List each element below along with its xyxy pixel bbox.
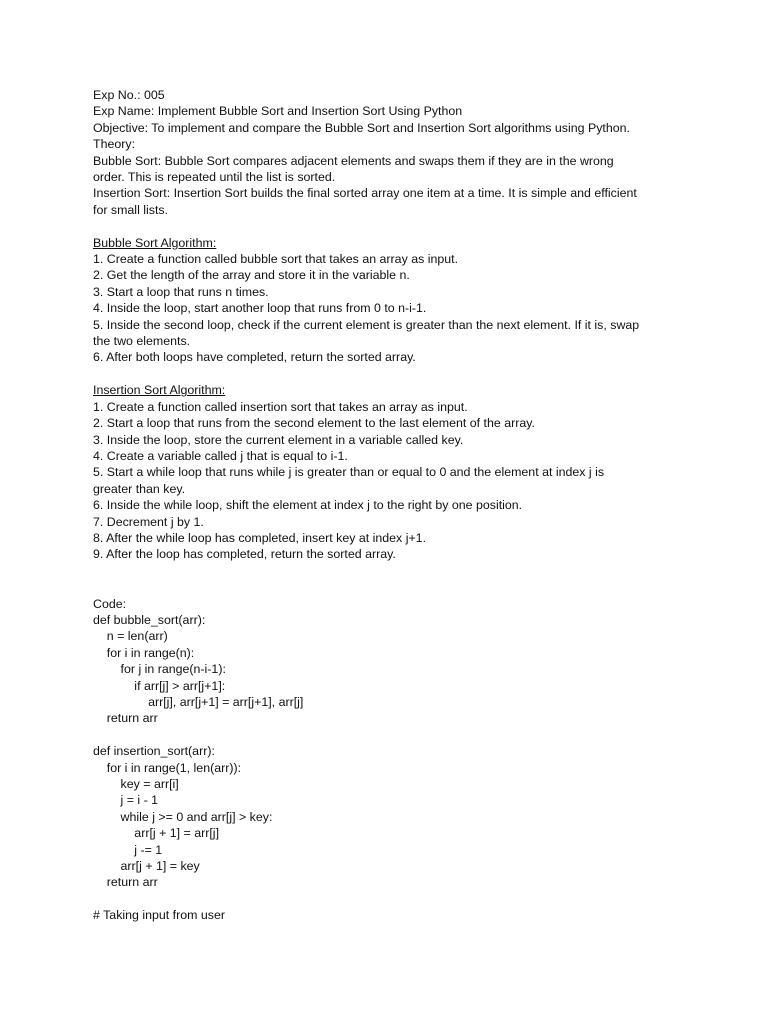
code-line: j -= 1: [93, 842, 163, 857]
insertion-step: greater than key.: [93, 481, 186, 496]
code-line: def bubble_sort(arr):: [93, 612, 206, 627]
code-line: for j in range(n-i-1):: [93, 662, 226, 677]
insertion-step: 3. Inside the loop, store the current element in a variable called key.: [93, 432, 464, 447]
code-line: j = i - 1: [93, 793, 159, 808]
insertion-theory-line-1: Insertion Sort: Insertion Sort builds the final sorted array one item at a time. It is simple and efficient: [93, 186, 637, 201]
code-line: key = arr[i]: [93, 777, 179, 791]
code-line: for i in range(1, len(arr)):: [93, 760, 242, 775]
code-line: n = len(arr): [93, 629, 168, 644]
bubble-theory-line-2: order. This is repeated until the list is sorted.: [93, 170, 336, 185]
insertion-step: 7. Decrement j by 1.: [93, 514, 204, 529]
insertion-step: 4. Create a variable called j that is equal to i-1.: [93, 448, 348, 463]
spacer: [93, 727, 733, 743]
code-line: for i in range(n):: [93, 645, 195, 660]
spacer: [93, 366, 733, 382]
bubble-theory-line-1: Bubble Sort: Bubble Sort compares adjacent elements and swaps them if they are in the wrong: [93, 153, 614, 168]
code-line: if arr[j] > arr[j+1]:: [93, 678, 226, 693]
spacer: [93, 563, 733, 596]
bubble-step: 6. After both loops have completed, return the sorted array.: [93, 350, 416, 365]
spacer: [93, 891, 733, 907]
code-line: arr[j + 1] = arr[j]: [93, 826, 220, 841]
code-line: while j >= 0 and arr[j] > key:: [93, 809, 273, 824]
insertion-theory-line-2: for small lists.: [93, 202, 169, 217]
code-line: arr[j], arr[j+1] = arr[j+1], arr[j]: [93, 694, 304, 709]
code-comment: # Taking input from user: [93, 908, 226, 923]
spacer: [93, 218, 733, 234]
code-label: Code:: [93, 596, 127, 611]
code-line: arr[j + 1] = key: [93, 859, 200, 874]
insertion-step: 5. Start a while loop that runs while j is greater than or equal to 0 and the element at index j is: [93, 465, 605, 480]
bubble-step: 4. Inside the loop, start another loop that runs from 0 to n-i-1.: [93, 301, 427, 316]
bubble-step: the two elements.: [93, 334, 191, 349]
exp-number: Exp No.: 005: [93, 88, 165, 102]
insertion-step: 2. Start a loop that runs from the second element to the last element of the array.: [93, 416, 535, 431]
insertion-step: 9. After the loop has completed, return the sorted array.: [93, 547, 396, 562]
bubble-step: 1. Create a function called bubble sort that takes an array as input.: [93, 252, 459, 267]
objective: Objective: To implement and compare the Bubble Sort and Insertion Sort algorithms using Python.: [93, 120, 630, 135]
exp-name: Exp Name: Implement Bubble Sort and Insertion Sort Using Python: [93, 104, 463, 119]
insertion-step: 1. Create a function called insertion sort that takes an array as input.: [93, 399, 468, 414]
insertion-algorithm-title: Insertion Sort Algorithm:: [93, 383, 226, 398]
insertion-step: 6. Inside the while loop, shift the element at index j to the right by one position.: [93, 498, 523, 513]
document-page: [93, 87, 733, 924]
bubble-step: 5. Inside the second loop, check if the current element is greater than the next element. If it is, swap: [93, 317, 640, 332]
code-line: def insertion_sort(arr):: [93, 744, 215, 759]
bubble-algorithm-title: Bubble Sort Algorithm:: [93, 235, 217, 250]
theory-label: Theory:: [93, 137, 136, 152]
insertion-step: 8. After the while loop has completed, insert key at index j+1.: [93, 530, 427, 545]
code-line: return arr: [93, 711, 158, 726]
bubble-step: 2. Get the length of the array and store it in the variable n.: [93, 268, 410, 283]
code-line: return arr: [93, 875, 158, 890]
bubble-step: 3. Start a loop that runs n times.: [93, 284, 269, 299]
